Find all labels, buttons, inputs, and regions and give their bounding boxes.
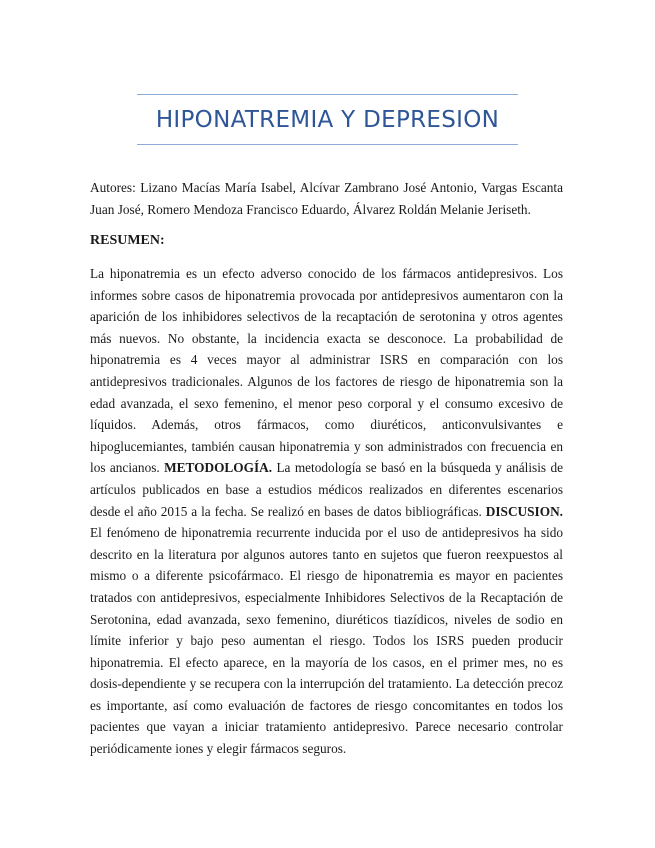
discussion-text: El fenómeno de hiponatremia recurrente inducida por el uso de antidepresivos ha sido descrito en la literatura por algunos autores tanto en sujetos que fueron reexpuestos al mismo o a diferente psicofármaco. El riesgo de hiponatremia es mayor en pacientes tratados con antidepresivos, especialmente Inhibidores Selectivos de la Recaptación de Serotonina, edad avanzada, sexo femenino, diuréticos tiazídicos, niveles de sodio en límite inferior y bajo peso aumentan el riesgo. Todos los ISRS pueden producir hiponatremia. El efecto aparece, en la mayoría de los casos, en el primer mes, no es dosis-dependiente y se recupera con la interrupción del tratamiento. La detección precoz es importante, así como evaluación de factores de riesgo concomitantes en todos los pacientes que vayan a iniciar tratamiento antidepresivo. Parece necesario controlar periódicamente iones y elegir fármacos seguros. xyxy=(90,525,563,757)
methodology-text: La metodología se basó en la búsqueda y análisis de artículos publicados en base a estudios médicos realizados en diferentes escenarios desde el año 2015 a la fecha. Se realizó en bases de datos bibliográficas. xyxy=(90,460,563,519)
summary-heading: RESUMEN: xyxy=(90,233,165,248)
authors-line: Autores: Lizano Macías María Isabel, Alcívar Zambrano José Antonio, Vargas Escanta Juan José, Romero Mendoza Francisco Eduardo, Álvarez Roldán Melanie Jeriseth. xyxy=(90,180,563,217)
discussion-label: DISCUSION. xyxy=(485,503,563,519)
document-title: HIPONATREMIA Y DEPRESION xyxy=(155,107,500,133)
title-bottom-rule xyxy=(137,144,518,145)
abstract-intro: La hiponatremia es un efecto adverso conocido de los fármacos antidepresivos. Los informes sobre casos de hiponatremia provocada por antidepresivos aumentaron con la aparición de los inhibidores selectivos de la recaptación de serotonina y otros agentes más nuevos. No obstante, la incidencia exacta se desconoce. La probabilidad de hiponatremia es 4 veces mayor al administrar ISRS en comparación con los antidepresivos tradicionales. Algunos de los factores de riesgo de hiponatremia son la edad avanzada, el sexo femenino, el menor peso corporal y el consumo excesivo de líquidos. Además, otros fármacos, como diuréticos, anticonvulsivantes e hipoglucemiantes, también causan hiponatremia y son administrados con frecuencia en los ancianos. xyxy=(90,266,563,476)
abstract-paragraph xyxy=(90,263,563,760)
methodology-label: METODOLOGÍA. xyxy=(164,460,273,476)
title-top-rule xyxy=(137,94,518,95)
